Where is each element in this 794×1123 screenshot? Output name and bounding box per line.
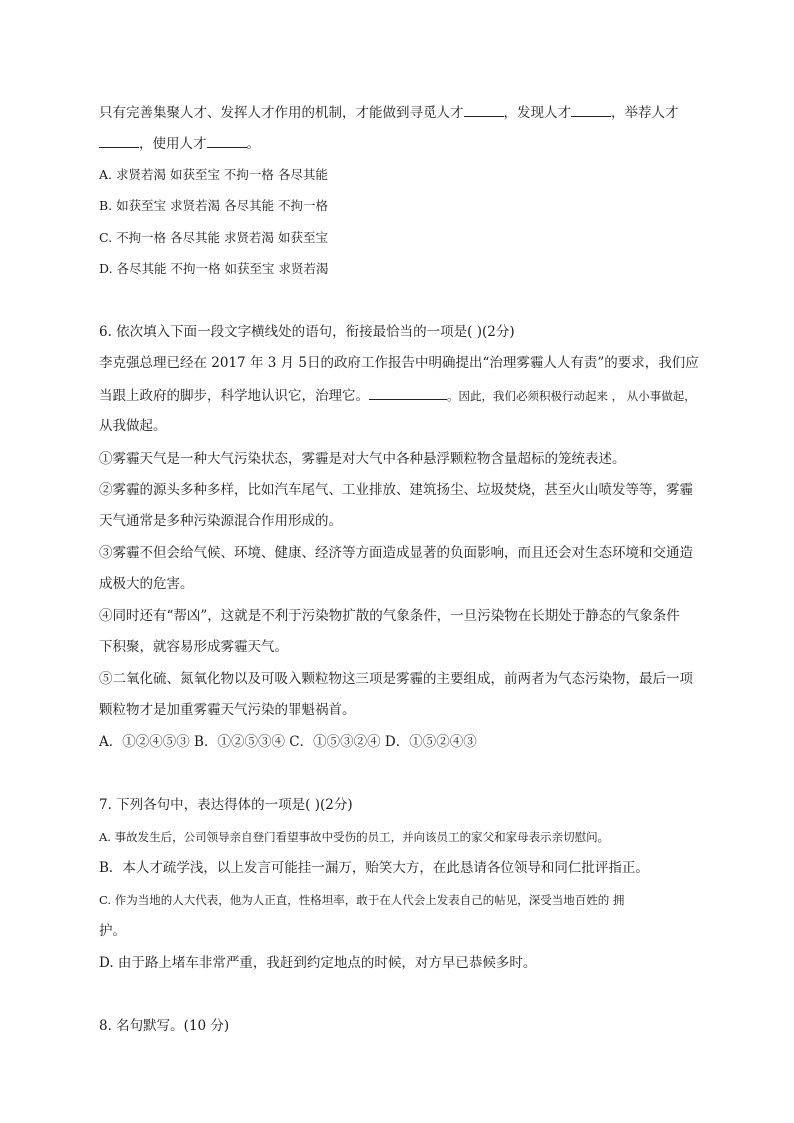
q5-option-c: C. 不拘一格 各尽其能 求贤若渴 如获至宝 (99, 230, 328, 245)
q6-sentence-3-line-2: 成极大的危害。 (99, 576, 194, 592)
q6-sentence-2-line-2: 天气通常是多种污染源混合作用形成的。 (99, 513, 342, 529)
q6-title: 6. 依次填入下面一段文字横线处的语句，衔接最恰当的一项是( )(2分) (99, 324, 515, 340)
q5-option-b: B. 如获至宝 求贤若渴 各尽其能 不拘一格 (99, 198, 329, 213)
q5-stem-text-c: ，举荐人才 (611, 105, 679, 121)
q5-stem-text-a: 只有完善集聚人才、发挥人才作用的机制，才能做到寻觅人才 (99, 105, 464, 121)
q6-passage-line-3: 从我做起。 (99, 418, 167, 434)
q5-option-d: D. 各尽其能 不拘一格 如获至宝 求贤若渴 (99, 261, 329, 276)
q7-option-b: B．本人才疏学浅，以上发言可能挂一漏万，贻笑大方，在此恳请各位领导和同仁批评指正。 (99, 860, 649, 876)
q6-sentence-5-line-1: ⑤二氧化硫、氮氧化物以及可吸入颗粒物这三项是雾霾的主要组成，前两者为气态污染物，最后一项 (99, 671, 693, 687)
q6-answer-choices: A．①②④⑤③ B．①②⑤③④ C．①⑤③②④ D．①⑤②④③ (99, 734, 477, 750)
q5-stem-line-1 (99, 102, 679, 123)
q6-passage-text-small: 。因此，我们必须积极行动起来 ， 从小事做起， (447, 389, 696, 403)
q7-option-c-line-2: 护。 (99, 923, 126, 939)
q6-passage-text: 当跟上政府的脚步，科学地认识它，治理它。 (99, 388, 369, 404)
q7-title: 7. 下列各句中，表达得体的一项是( )(2分) (99, 797, 353, 813)
q6-sentence-1: ①雾霾天气是一种大气污染状态，雾霾是对大气中各种悬浮颗粒物含量超标的笼统表述。 (99, 451, 626, 467)
q7-option-c-line-1: C. 作为当地的人大代表，他为人正直，性格坦率，敢于在人代会上发表自己的帖见，深受当地百姓的 拥 (99, 893, 625, 907)
q6-sentence-4-line-1: ④同时还有“帮凶”，这就是不利于污染物扩散的气象条件，一旦污染物在长期处于静态的气象条件 (99, 608, 680, 624)
q7-option-a: A. 事故发生后，公司领导亲自登门看望事故中受伤的员工，并向该员工的家父和家母表示亲切慰问。 (99, 830, 610, 844)
q5-stem-text-d: ，使用人才 (139, 136, 207, 152)
q5-stem-line-2 (99, 133, 260, 154)
q6-sentence-2-line-1: ②雾霾的源头多种多样，比如汽车尾气、工业排放、建筑扬尘、垃圾焚烧，甚至火山喷发等等，雾霾 (99, 482, 693, 498)
q6-passage-line-2 (99, 385, 696, 406)
answer-blank (207, 133, 247, 148)
q5-stem-text-b: ，发现人才 (503, 105, 571, 121)
q6-sentence-4-line-2: 下积聚，就容易形成雾霾天气。 (99, 639, 288, 655)
q5-option-a: A. 求贤若渴 如获至宝 不拘一格 各尽其能 (99, 167, 328, 182)
answer-blank (369, 385, 447, 400)
q6-sentence-5-line-2: 颗粒物才是加重雾霾天气污染的罪魁祸首。 (99, 702, 356, 718)
q7-option-d: D. 由于路上堵车非常严重，我赶到约定地点的时候，对方早已恭候多时。 (99, 955, 537, 971)
q8-title: 8. 名句默写。(10 分) (99, 1018, 230, 1034)
answer-blank (99, 133, 139, 148)
q5-stem-text-e: 。 (246, 136, 260, 152)
q6-sentence-3-line-1: ③雾霾不但会给气候、环境、健康、经济等方面造成显著的负面影响，而且还会对生态环境和交通造 (99, 545, 693, 561)
answer-blank (571, 102, 611, 117)
q6-passage-line-1: 李克强总理已经在 2017 年 3 月 5日的政府工作报告中明确提出“治理雾霾人人有责”的要求，我们应 (99, 355, 699, 371)
answer-blank (464, 102, 504, 117)
